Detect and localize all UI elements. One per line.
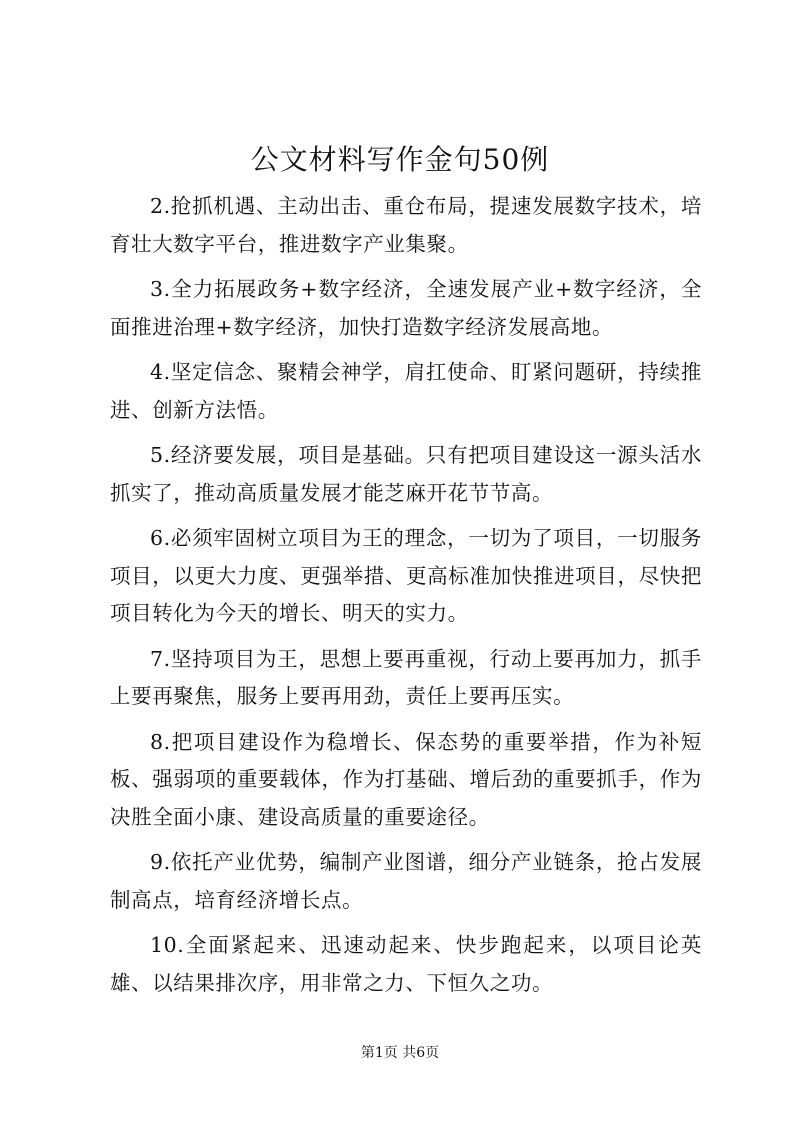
paragraph: 10.全面紧起来、迅速动起来、快步跑起来，以项目论英雄、以结果排次序，用非常之力、下恒久之功。 (110, 933, 702, 995)
paragraph: 7.坚持项目为王，思想上要再重视，行动上要再加力，抓手上要再聚焦，服务上要再用劲，责任上要再压实。 (110, 646, 702, 708)
paragraph: 3.全力拓展政务+数字经济，全速发展产业+数字经济，全面推进治理+数字经济，加快打造数字经济发展高地。 (110, 277, 702, 339)
paragraph: 6.必须牢固树立项目为王的理念，一切为了项目，一切服务项目，以更大力度、更强举措、更高标准加快推进项目，尽快把项目转化为今天的增长、明天的实力。 (110, 526, 702, 625)
paragraph: 9.依托产业优势，编制产业图谱，细分产业链条，抢占发展制高点，培育经济增长点。 (110, 850, 702, 912)
paragraph: 4.坚定信念、聚精会神学，肩扛使命、盯紧问题研，持续推进、创新方法悟。 (110, 360, 702, 422)
document-body (110, 188, 702, 1010)
page-footer: 第1页 共6页 (360, 1045, 440, 1061)
paragraph: 2.抢抓机遇、主动出击、重仓布局，提速发展数字技术，培育壮大数字平台，推进数字产业集聚。 (110, 194, 702, 256)
document-title: 公文材料写作金句50例 (250, 143, 550, 176)
paragraph: 8.把项目建设作为稳增长、保态势的重要举措，作为补短板、强弱项的重要载体，作为打基础、增后劲的重要抓手，作为决胜全面小康、建设高质量的重要途径。 (110, 729, 702, 829)
paragraph: 5.经济要发展，项目是基础。只有把项目建设这一源头活水抓实了，推动高质量发展才能芝麻开花节节高。 (110, 443, 702, 505)
